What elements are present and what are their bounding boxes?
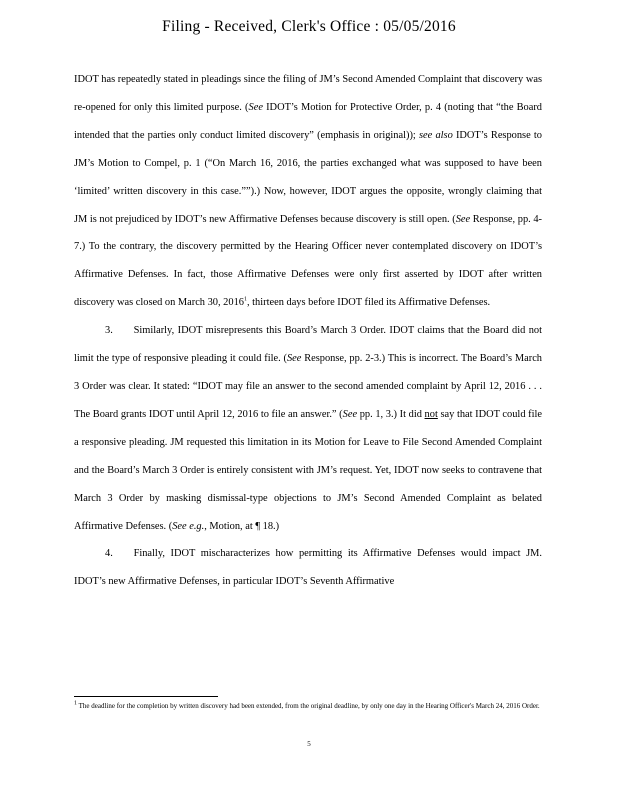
filing-header: Filing - Received, Clerk's Office : 05/05/2016 [162, 18, 456, 35]
paragraph-4: 4. Finally, IDOT mischaracterizes how permitting its Affirmative Defenses would impact JM. IDOT’s new Affirmative Defenses, in particular IDOT’s Seventh Affirmative [74, 548, 542, 588]
footnote-divider [74, 696, 218, 697]
footnote-text: The deadline for the completion by written discovery had been extended, from the original deadline, by only one day in the Hearing Officer's March 24, 2016 Order. [77, 702, 540, 710]
citation-signal: See [248, 101, 263, 113]
paragraph-continued: IDOT has repeatedly stated in pleadings since the filing of JM’s Second Amended Complaint that discovery was re-opened for only this limited purpose. (See IDOT’s Motion for Protective Order, p. 4 (noting that “the Board intended that the parties only conduct limited discovery” (emphasis in original)); see also IDOT’s Response to JM’s Motion to Compel, p. 1 (“On March 16, 2016, the parties exchanged what was supposed to have been ‘limited’ written discovery in this case.””).) Now, however, IDOT argues the opposite, wrongly claiming that JM is not prejudiced by IDOT’s new Affirmative Defenses because discovery is still open. (See Response, pp. 4-7.) To the contrary, the discovery permitted by the Hearing Officer never contemplated discovery on IDOT’s Affirmative Defenses. In fact, those Affirmative Defenses were only first asserted by IDOT after written discovery was closed on March 30, 2016$^1$, thirteen days before IDOT filed its Affirmative Defenses. [74, 74, 542, 309]
page-number: 5 [307, 740, 311, 748]
document-body [74, 66, 542, 596]
citation-signal: See [455, 213, 471, 225]
footnote [74, 701, 542, 712]
paragraph-3: 3. Similarly, IDOT misrepresents this Board’s March 3 Order. IDOT claims that the Board did not limit the type of responsive pleading it could file. (See Response, pp. 2-3.) This is incorrect. The Board’s March 3 Order was clear. It stated: “IDOT may file an answer to the second amended complaint by April 12, 2016 . . . The Board grants IDOT until April 12, 2016 to file an answer.” (See pp. 1, 3.) It did not say that IDOT could file a responsive pleading. JM requested this limitation in its Motion for Leave to File Second Amended Complaint and the Board’s March 3 Order is entirely consistent with JM’s request. Yet, IDOT now seeks to contravene that March 3 Order by masking dismissal-type objections to JM’s Second Amended Complaint as belated Affirmative Defenses. (See e.g., Motion, at ¶ 18.) [74, 325, 542, 532]
footnote-reference: 1 [243, 296, 247, 303]
emphasis-underline: not [424, 408, 438, 420]
citation-signal: see also [418, 129, 453, 141]
citation-signal: See [342, 408, 358, 420]
citation-signal: See [286, 353, 302, 365]
citation-signal: See e.g. [172, 520, 205, 532]
footnote-mark: 1 [74, 700, 77, 707]
